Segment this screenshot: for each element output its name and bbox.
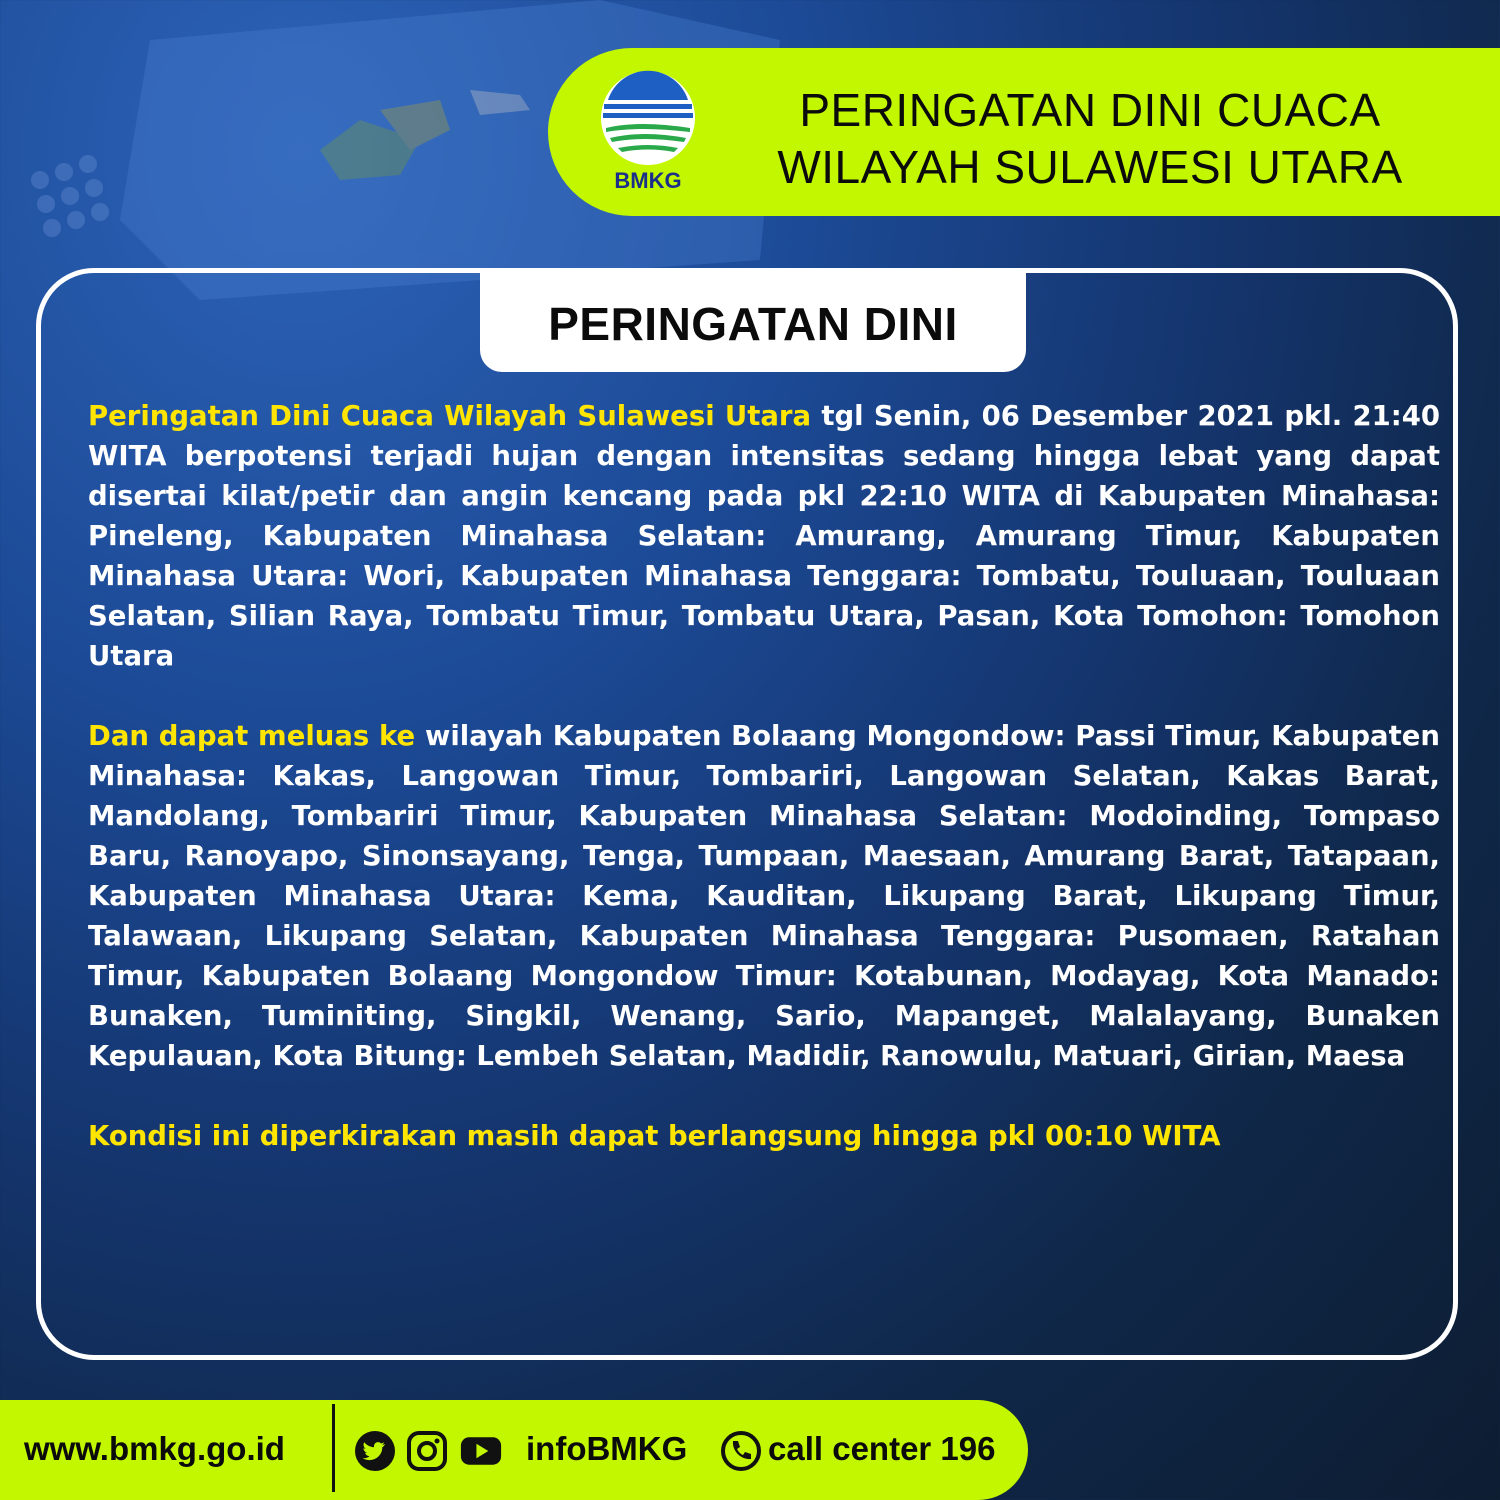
website-link[interactable]: www.bmkg.go.id [24, 1430, 285, 1467]
header-title [730, 82, 1450, 196]
warning-paragraph-2 [88, 716, 1440, 1076]
youtube-icon[interactable] [460, 1430, 502, 1472]
header-title-line2: WILAYAH SULAWESI UTARA [777, 141, 1403, 193]
section-title: PERINGATAN DINI [548, 298, 958, 350]
warning-paragraph-1 [88, 396, 1440, 676]
logo-text: BMKG [614, 168, 682, 193]
twitter-icon[interactable] [354, 1430, 396, 1472]
expansion-highlight: Dan dapat meluas ke [88, 720, 416, 752]
duration-note: Kondisi ini diperkirakan masih dapat berlangsung hingga pkl 00:10 WITA [88, 1120, 1221, 1152]
call-center[interactable]: call center 196 [768, 1430, 996, 1467]
instagram-icon[interactable] [406, 1430, 448, 1472]
warning-title-highlight: Peringatan Dini Cuaca Wilayah Sulawesi Utara [88, 400, 812, 432]
phone-icon[interactable] [720, 1430, 762, 1472]
expansion-details: wilayah Kabupaten Bolaang Mongondow: Passi Timur, Kabupaten Minahasa: Kakas, Langowan Timur, Tombariri, Langowan Selatan, Kakas Barat, Mandolang, Tombariri Timur, Kabupaten Minahasa Selatan: Modoinding, Tompaso Baru, Ranoyapo, Sinonsayang, Tenga, Tumpaan, Maesaan, Amurang Barat, Tatapaan, Kabupaten Minahasa Utara: Kema, Kauditan, Likupang Barat, Likupang Timur, Talawaan, Likupang Selatan, Kabupaten Minahasa Tenggara: Pusomaen, Ratahan Timur, Kabupaten Bolaang Mongondow Timur: Kotabunan, Modayag, Kota Manado: Bunaken, Tuminiting, Singkil, Wenang, Sario, Mapanget, Malalayang, Bunaken Kepulauan, Kota Bitung: Lembeh Selatan, Madidir, Ranowulu, Matuari, Girian, Maesa [88, 720, 1440, 1072]
section-tab [480, 268, 1026, 372]
header-title-line1: PERINGATAN DINI CUACA [799, 84, 1381, 136]
social-handle[interactable]: infoBMKG [526, 1430, 688, 1467]
warning-paragraph-3 [88, 1116, 1440, 1156]
bmkg-logo [598, 70, 698, 194]
warning-content [88, 396, 1440, 1196]
warning-details: tgl Senin, 06 Desember 2021 pkl. 21:40 WITA berpotensi terjadi hujan dengan intensitas sedang hingga lebat yang dapat disertai kilat/petir dan angin kencang pada pkl 22:10 WITA di Kabupaten Minahasa: Pineleng, Kabupaten Minahasa Selatan: Amurang, Amurang Timur, Kabupaten Minahasa Utara: Wori, Kabupaten Minahasa Tenggara: Tombatu, Touluaan, Touluaan Selatan, Silian Raya, Tombatu Timur, Tombatu Utara, Pasan, Kota Tomohon: Tomohon Utara [88, 400, 1440, 672]
footer-divider [332, 1404, 335, 1492]
